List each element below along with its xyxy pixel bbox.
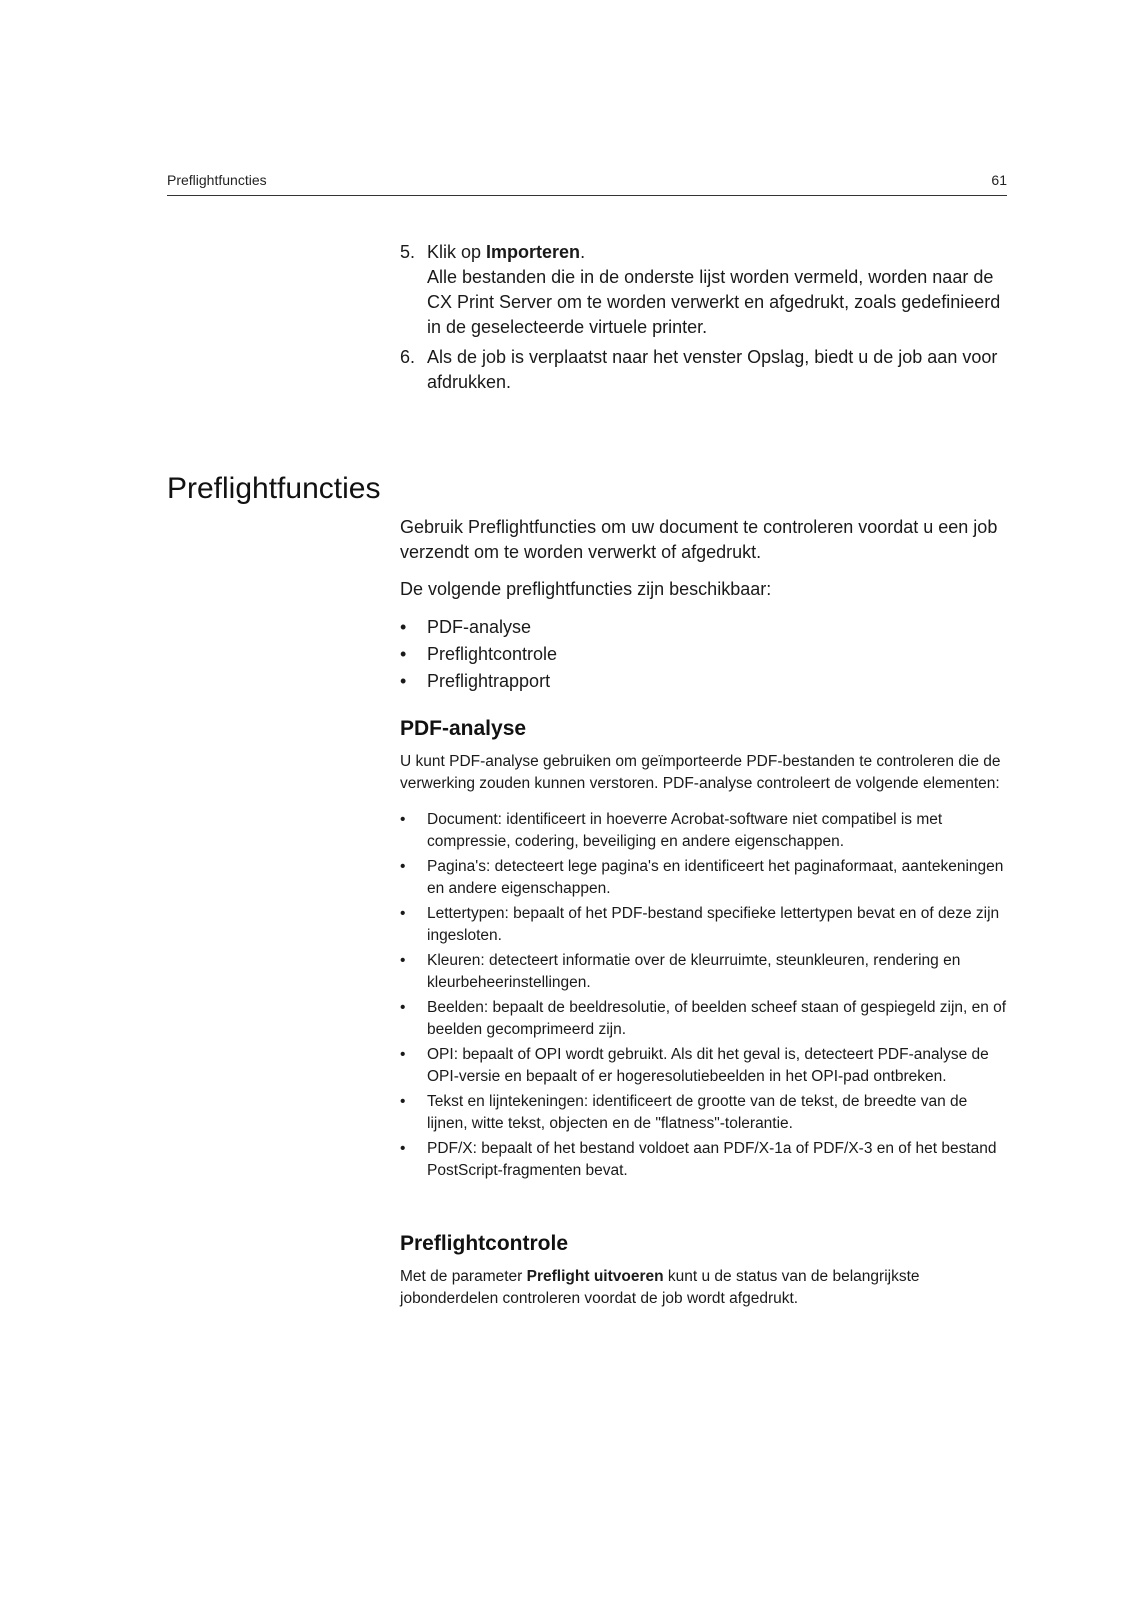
- bullet-icon: •: [400, 811, 406, 828]
- list-item-text: Kleuren: detecteert informatie over de kleurruimte, steunkleuren, rendering en kleurbeheerinstellingen.: [427, 952, 961, 991]
- section-title: Preflightfuncties: [167, 472, 381, 505]
- pdf-analyse-heading: PDF-analyse: [400, 717, 527, 740]
- intro-paragraph: De volgende preflightfuncties zijn beschikbaar:: [400, 579, 772, 599]
- bullet-icon: •: [400, 1046, 406, 1063]
- procedure-steps: [400, 240, 1007, 400]
- list-item: [400, 641, 1007, 668]
- list-item-text: Preflightcontrole: [427, 644, 558, 664]
- step-detail: Alle bestanden die in de onderste lijst worden vermeld, worden naar de CX Print Server om te worden verwerkt en afgedrukt, zoals gedefinieerd in de geselecteerde virtuele printer.: [427, 267, 1001, 337]
- bullet-icon: •: [400, 952, 406, 969]
- bullet-icon: •: [400, 1093, 406, 1110]
- bullet-icon: •: [400, 905, 406, 922]
- preflightcontrole-section: [400, 1232, 1007, 1324]
- paragraph-text: Met de parameter: [400, 1268, 527, 1285]
- list-item-text: PDF/X: bepaalt of het bestand voldoet aan PDF/X-1a of PDF/X-3 en of het bestand PostScript-fragmenten bevat.: [427, 1140, 997, 1179]
- element-list: [400, 809, 1007, 1182]
- step-number: 5.: [400, 242, 416, 262]
- list-item-text: Lettertypen: bepaalt of het PDF-bestand specifieke lettertypen bevat en of deze zijn ingesloten.: [427, 905, 1000, 944]
- list-item-text: Pagina's: detecteert lege pagina's en identificeert het paginaformaat, aantekeningen en andere eigenschappen.: [427, 858, 1004, 897]
- step-instruction: [427, 240, 1007, 265]
- list-item: [400, 614, 1007, 641]
- step-number: 6.: [400, 347, 416, 367]
- list-item-text: PDF-analyse: [427, 617, 532, 637]
- bullet-icon: •: [400, 1140, 406, 1157]
- list-item: [400, 1138, 1007, 1182]
- bullet-icon: •: [400, 858, 406, 875]
- list-item: [400, 668, 1007, 695]
- preflightcontrole-body: [400, 1266, 1007, 1310]
- list-item: [400, 809, 1007, 853]
- list-item-text: Document: identificeert in hoeverre Acrobat-software niet compatibel is met compressie, codering, beveiliging en andere eigenschappen.: [427, 811, 943, 850]
- section-intro: [400, 515, 1007, 695]
- list-item-text: Preflightrapport: [427, 671, 551, 691]
- step-text-end: .: [580, 242, 586, 262]
- bullet-icon: •: [400, 644, 407, 664]
- bullet-icon: •: [400, 999, 406, 1016]
- list-item: [400, 1044, 1007, 1088]
- list-item: [400, 1091, 1007, 1135]
- running-title: Preflightfuncties: [167, 172, 267, 188]
- paragraph-text-end: kunt u de status van de belangrijkste jobonderdelen controleren voordat de job wordt afgedrukt.: [400, 1268, 920, 1307]
- list-item: [400, 950, 1007, 994]
- list-item-text: Tekst en lijntekeningen: identificeert de grootte van de tekst, de breedte van de lijnen, witte tekst, objecten en de "flatness"-tolerantie.: [427, 1093, 968, 1132]
- pdf-analyse-section: [400, 717, 1007, 1185]
- list-item: [400, 997, 1007, 1041]
- list-item: [400, 903, 1007, 947]
- pdf-analyse-body: [400, 751, 1007, 1182]
- step-text: Klik op: [427, 242, 487, 262]
- intro-paragraph: Gebruik Preflightfuncties om uw document te controleren voordat u een job verzendt om te worden verwerkt of afgedrukt.: [400, 517, 998, 562]
- list-item-text: Beelden: bepaalt de beeldresolutie, of beelden scheef staan of gespiegeld zijn, en of beelden gecomprimeerd zijn.: [427, 999, 1007, 1038]
- page-number: 61: [991, 172, 1007, 188]
- importeren-label: Importeren: [486, 242, 581, 262]
- step-text: Als de job is verplaatst naar het venster Opslag, biedt u de job aan voor afdrukken.: [427, 347, 998, 392]
- step-6: [400, 345, 1007, 395]
- header-rule: [167, 195, 1007, 196]
- function-list: [400, 614, 1007, 695]
- step-body: [427, 240, 1007, 340]
- bullet-icon: •: [400, 671, 407, 691]
- list-item-text: OPI: bepaalt of OPI wordt gebruikt. Als dit het geval is, detecteert PDF-analyse de OPI-versie en bepaalt of er hogeresolutiebeelden in het OPI-pad ontbreken.: [427, 1046, 989, 1085]
- preflightcontrole-paragraph: [400, 1266, 1007, 1310]
- list-item: [400, 856, 1007, 900]
- preflightcontrole-heading: Preflightcontrole: [400, 1232, 569, 1255]
- step-5: [400, 240, 1007, 340]
- running-header: [167, 172, 1007, 188]
- bullet-icon: •: [400, 617, 407, 637]
- pdf-analyse-intro: U kunt PDF-analyse gebruiken om geïmporteerde PDF-bestanden te controleren die de verwerking zouden kunnen verstoren. PDF-analyse controleert de volgende elementen:: [400, 753, 1001, 792]
- preflight-uitvoeren-label: Preflight uitvoeren: [526, 1268, 664, 1285]
